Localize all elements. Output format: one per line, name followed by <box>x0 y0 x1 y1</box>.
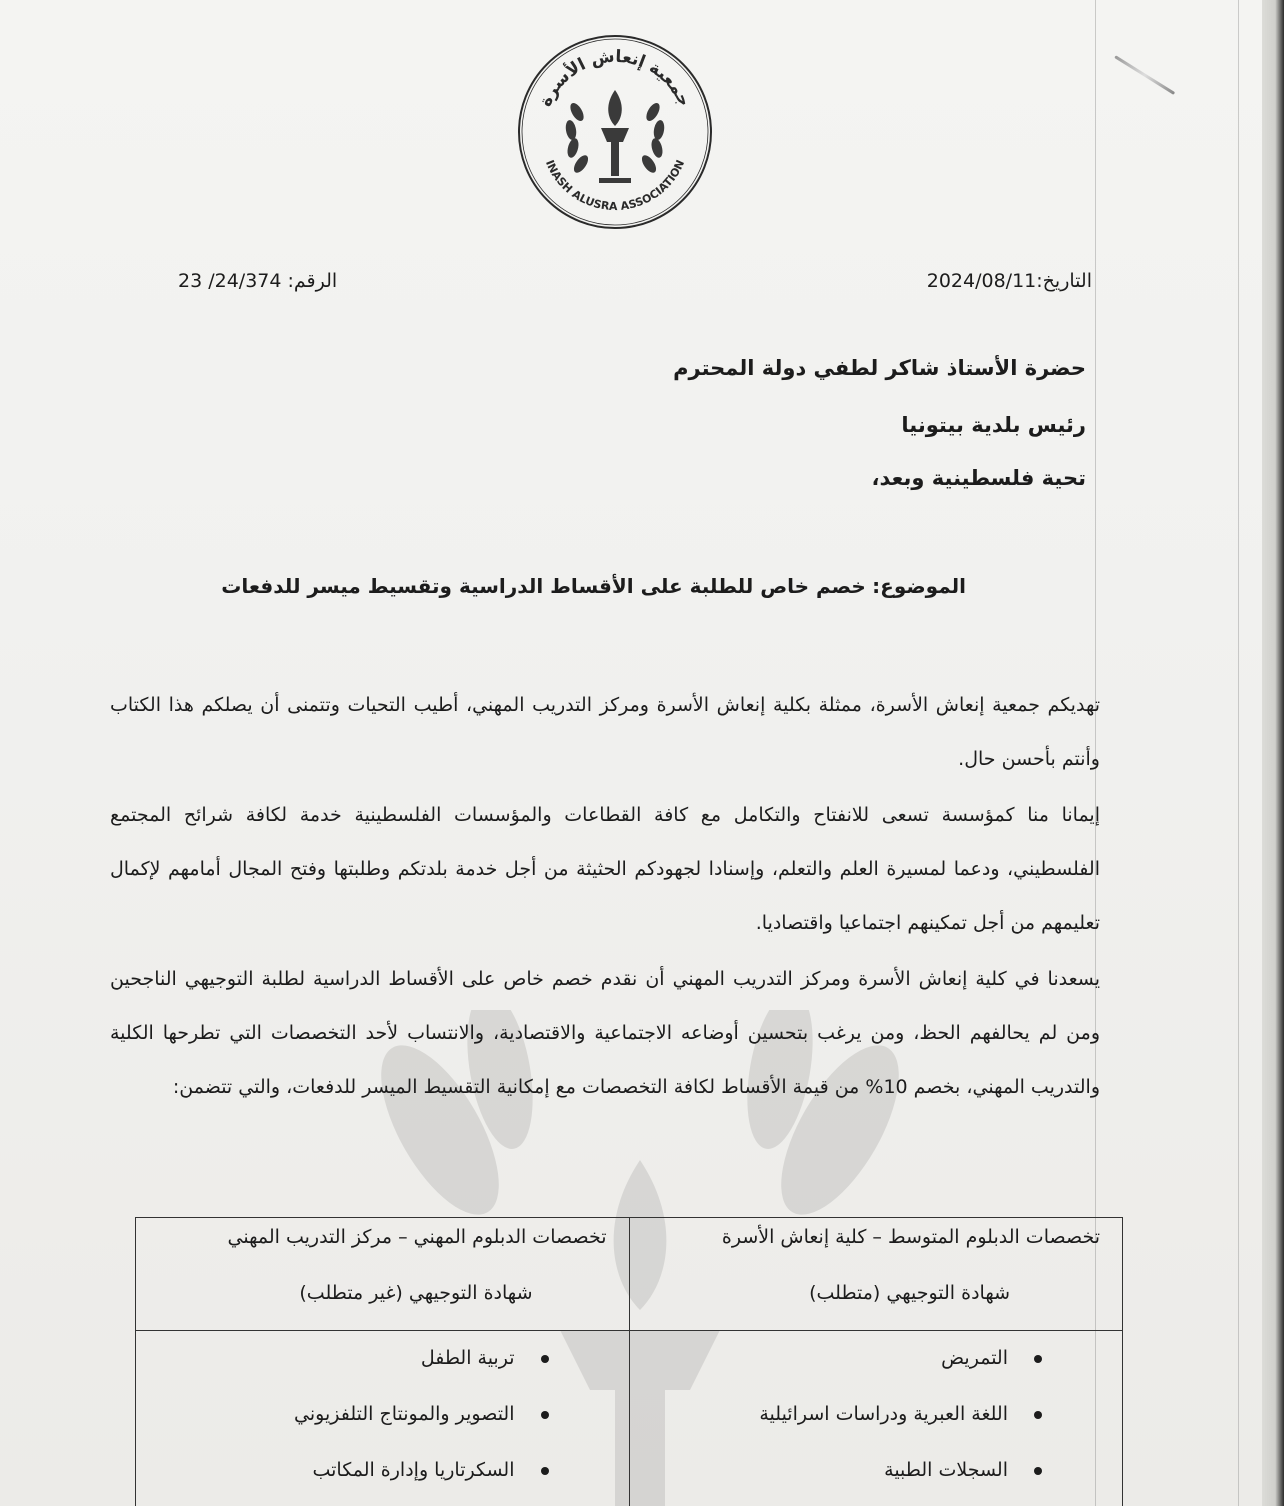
svg-text:INASH ALUSRA ASSOCIATION: INASH ALUSRA ASSOCIATION <box>542 157 688 214</box>
list-item: التمريض <box>941 1347 1042 1369</box>
bullet-icon <box>541 1355 549 1363</box>
list-item: السجلات الطبية <box>884 1459 1042 1481</box>
column-requirement: شهادة التوجيهي (غير متطلب) <box>299 1282 533 1304</box>
svg-text:جمعية إنعاش الأسرة: جمعية إنعاش الأسرة <box>535 46 695 110</box>
table-header-right <box>629 1218 1123 1331</box>
table-cell-right-list <box>629 1331 1123 1506</box>
specializations-table <box>135 1217 1123 1506</box>
table-header-row <box>136 1218 1123 1331</box>
list-item: السكرتاريا وإدارة المكاتب <box>312 1459 548 1481</box>
column-requirement: شهادة التوجيهي (متطلب) <box>809 1282 1010 1304</box>
reference-field <box>178 270 337 292</box>
body-paragraph-2: إيمانا منا كمؤسسة تسعى للانفتاح والتكامل مع كافة القطاعات والمؤسسات الفلسطينية خدمة لكافة شرائح المجتمع الفلسطيني، ودعما لمسيرة العلم والتعلم، وإسنادا لجهودكم الحثيثة من أجل خدمة بلدتكم وطلبتها وفتح المجال أمامهم لإكمال تعليمهم من أجل تمكينهم اجتماعيا واقتصاديا. <box>110 804 1100 934</box>
reference-value: 23 /24/374 <box>178 270 282 292</box>
table-cell-left-list <box>136 1331 630 1506</box>
underlying-sheet-edge <box>1262 0 1284 1506</box>
table-header-left <box>136 1218 630 1331</box>
greeting: تحية فلسطينية وبعد، <box>871 466 1086 490</box>
addressee-title: رئيس بلدية بيتونيا <box>901 413 1086 437</box>
staple <box>1114 55 1175 95</box>
date-value: 2024/08/11 <box>926 270 1037 292</box>
bullet-icon <box>541 1467 549 1475</box>
subject-line <box>221 574 966 598</box>
paper-edge-line <box>1238 0 1239 1506</box>
column-title: تخصصات الدبلوم المتوسط – كلية إنعاش الأسرة <box>721 1226 1100 1248</box>
subject-text: خصم خاص للطلبة على الأقساط الدراسية وتقسيط ميسر للدفعات <box>221 574 866 598</box>
association-seal-logo <box>515 32 715 232</box>
bullet-icon <box>541 1411 549 1419</box>
subject-label: الموضوع: <box>872 574 966 598</box>
body-paragraph-3: يسعدنا في كلية إنعاش الأسرة ومركز التدريب المهني أن نقدم خصم خاص على الأقساط الدراسية لطلبة التوجيهي الناجحين ومن لم يحالفهم الحظ، ومن يرغب بتحسين أوضاعه الاجتماعية والاقتصادية، والانتساب لأحد التخصصات التي تطرحها الكلية والتدريب المهني، بخصم 10% من قيمة الأقساط لكافة التخصصات مع إمكانية التقسيط الميسر للدفعات، والتي تتضمن: <box>110 968 1100 1098</box>
list-item: تربية الطفل <box>421 1347 549 1369</box>
addressee-name: حضرة الأستاذ شاكر لطفي دولة المحترم <box>673 356 1086 380</box>
bullet-icon <box>1034 1411 1042 1419</box>
date-label: التاريخ: <box>1036 270 1092 292</box>
list-item: اللغة العبرية ودراسات اسرائيلية <box>759 1403 1042 1425</box>
bullet-icon <box>1034 1355 1042 1363</box>
date-field <box>927 270 1092 292</box>
bullet-icon <box>1034 1467 1042 1475</box>
reference-label: الرقم: <box>287 270 338 292</box>
table-row <box>136 1331 1123 1506</box>
column-title: تخصصات الدبلوم المهني – مركز التدريب المهني <box>227 1226 607 1248</box>
list-item: التصوير والمونتاج التلفزيوني <box>294 1403 548 1425</box>
body-paragraph-1: تهديكم جمعية إنعاش الأسرة، ممثلة بكلية إنعاش الأسرة ومركز التدريب المهني، أطيب التحيات وتتمنى أن يصلكم هذا الكتاب وأنتم بأحسن حال. <box>110 694 1100 770</box>
